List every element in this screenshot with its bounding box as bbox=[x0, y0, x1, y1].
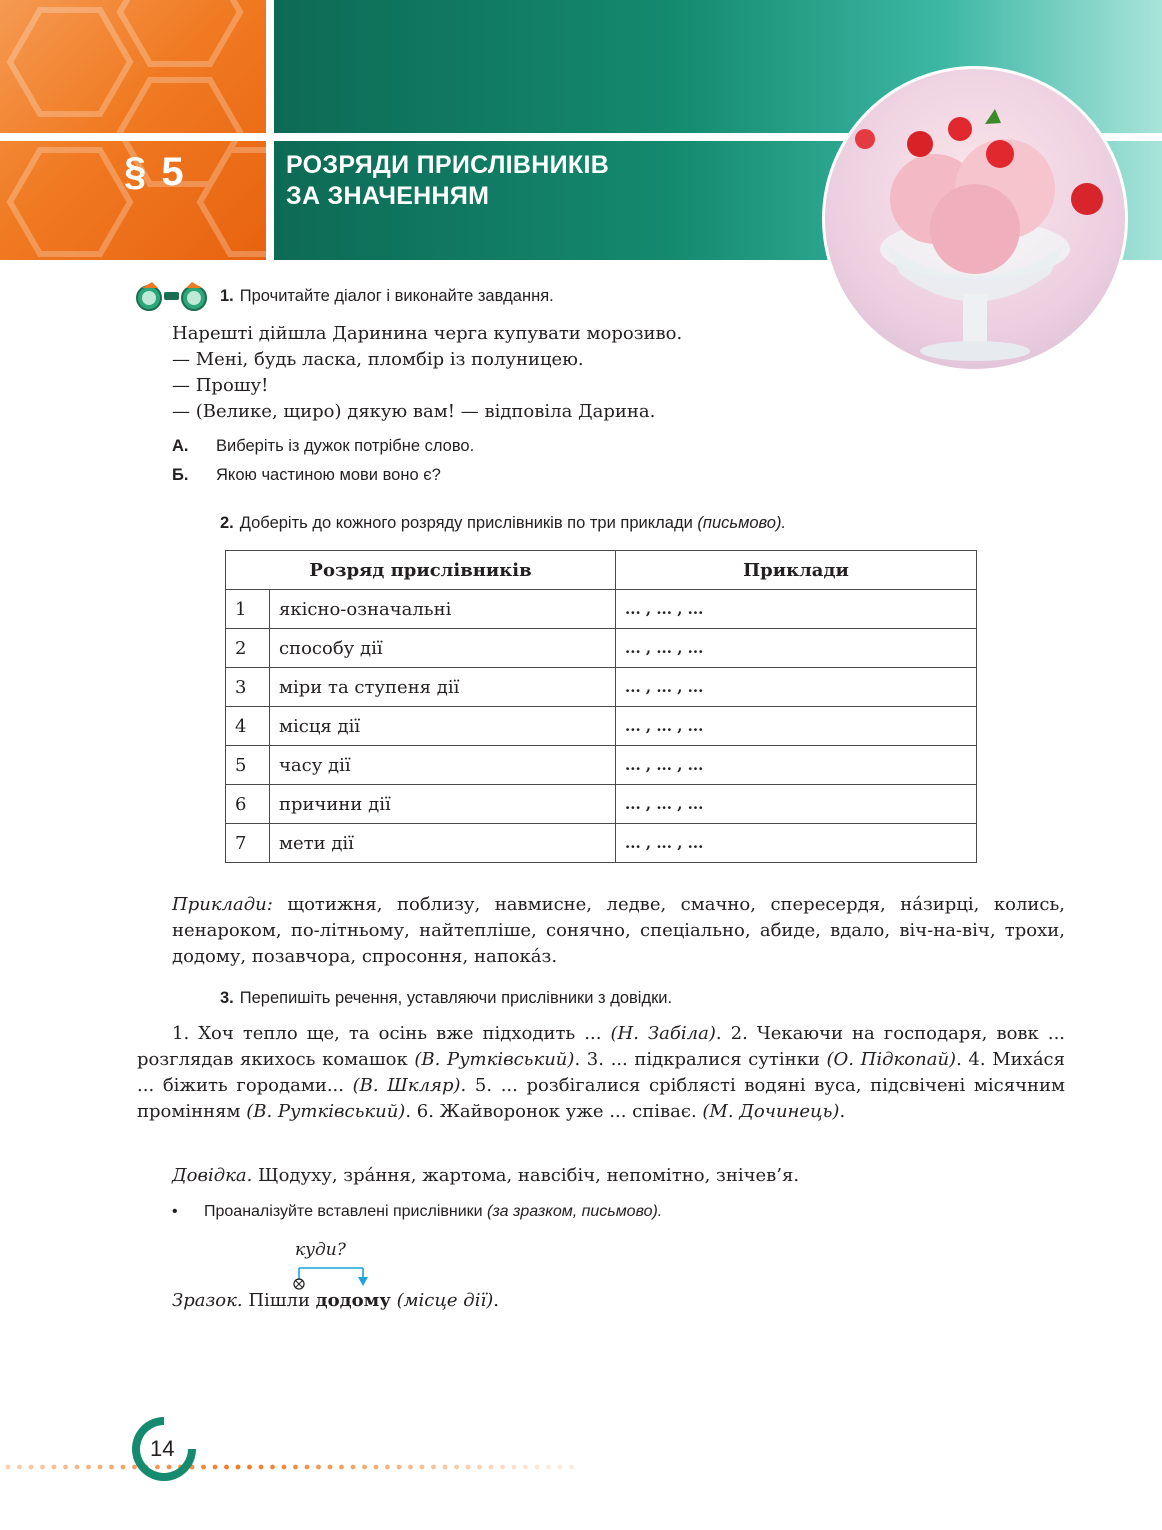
sentence-source: (В. Шкляр) bbox=[352, 1075, 461, 1096]
footer-dot bbox=[385, 1465, 390, 1470]
task3-bullet bbox=[172, 1203, 662, 1221]
dialog-line: — Мені, будь ласка, пломбір із полуницею. bbox=[172, 349, 584, 370]
footer-dot bbox=[109, 1465, 114, 1470]
sentence-text: . 2. Чекаючи на господаря, вовк ... розглядав якихось комашок bbox=[137, 1023, 1066, 1070]
option-text: Якою частиною мови воно є? bbox=[216, 466, 441, 484]
header-orange-panel bbox=[0, 0, 266, 260]
task1-heading bbox=[220, 287, 554, 306]
row-number: 4 bbox=[226, 707, 270, 746]
footer-dot bbox=[328, 1465, 333, 1470]
footer-dot bbox=[282, 1465, 287, 1470]
header-divider bbox=[266, 0, 274, 260]
footer-dot bbox=[247, 1465, 252, 1470]
sentence-end: . bbox=[839, 1101, 846, 1122]
footer-dot bbox=[408, 1465, 413, 1470]
table-row bbox=[226, 668, 977, 707]
task1-instruction: Прочитайте діалог і виконайте завдання. bbox=[239, 287, 554, 305]
hexagon-pattern bbox=[0, 0, 266, 260]
footer-dots bbox=[0, 1463, 600, 1471]
row-number: 2 bbox=[226, 629, 270, 668]
footer-dot bbox=[420, 1465, 425, 1470]
footer-dot bbox=[270, 1465, 275, 1470]
sentence-source: (В. Рутківський) bbox=[246, 1101, 406, 1122]
row-category: якісно-означальні bbox=[270, 590, 616, 629]
sentence-text: . 3. ... підкралися сутінки bbox=[574, 1049, 827, 1070]
table-row bbox=[226, 590, 977, 629]
row-examples: ... , ... , ... bbox=[616, 629, 977, 668]
footer-dot bbox=[29, 1465, 34, 1470]
table-row bbox=[226, 824, 977, 863]
footer-dot bbox=[374, 1465, 379, 1470]
option-label: Б. bbox=[172, 466, 189, 484]
footer-dot bbox=[17, 1465, 22, 1470]
table-row bbox=[226, 785, 977, 824]
bullet-note: (за зразком, письмово). bbox=[487, 1203, 663, 1220]
table-row bbox=[226, 707, 977, 746]
reference-text: Щодуху, зра́ння, жартома, навсібіч, непомітно, знічев’я. bbox=[252, 1165, 800, 1186]
footer-dot bbox=[500, 1465, 505, 1470]
task2-heading bbox=[220, 514, 786, 533]
footer-dot bbox=[86, 1465, 91, 1470]
section-title bbox=[286, 150, 609, 212]
page-number: 14 bbox=[150, 1436, 175, 1461]
footer-dot bbox=[546, 1465, 551, 1470]
task3-sentences-paragraph bbox=[137, 1021, 1065, 1125]
sentence-text: 1. Хоч тепло ще, та осінь вже підходить ... bbox=[172, 1023, 611, 1044]
row-category: міри та ступеня дії bbox=[270, 668, 616, 707]
sentence-text: . 5. ... розбігалися сріблясті водяні вуса, підсвічені місячним промінням bbox=[137, 1075, 1066, 1122]
sentence-text: . 4. Миха́ся ... біжить городами... bbox=[137, 1049, 1065, 1096]
footer-dot bbox=[431, 1465, 436, 1470]
sample-text: Пішли bbox=[242, 1290, 316, 1311]
row-category: часу дії bbox=[270, 746, 616, 785]
binoculars-icon bbox=[134, 280, 210, 312]
sample-end: . bbox=[493, 1290, 499, 1311]
table-header-category: Розряд прислівників bbox=[226, 551, 616, 590]
sample-question: куди? bbox=[295, 1240, 346, 1260]
footer-dot bbox=[443, 1465, 448, 1470]
examples-text: щотижня, поблизу, навмисне, ледве, смачно, спересердя, на́зирці, колись, ненароком, по-літньому, найтепліше, сонячно, спеціально, абиде, вдало, віч-на-віч, трохи, додому, позавчора, спросоння, напока́з. bbox=[172, 894, 1065, 967]
footer-dot bbox=[351, 1465, 356, 1470]
table-row bbox=[226, 629, 977, 668]
footer-dot bbox=[201, 1465, 206, 1470]
footer-dot bbox=[512, 1465, 517, 1470]
sentence-source: (О. Підкопай) bbox=[826, 1049, 957, 1070]
footer-dot bbox=[535, 1465, 540, 1470]
row-examples: ... , ... , ... bbox=[616, 824, 977, 863]
row-number: 6 bbox=[226, 785, 270, 824]
section-title-line1: РОЗРЯДИ ПРИСЛІВНИКІВ bbox=[286, 151, 610, 179]
row-examples: ... , ... , ... bbox=[616, 590, 977, 629]
dialog-line: Нарешті дійшла Даринина черга купувати морозиво. bbox=[172, 323, 683, 344]
sample-word: додому bbox=[315, 1290, 391, 1311]
footer-dot bbox=[63, 1465, 68, 1470]
sentence-source: (М. Дочинець) bbox=[702, 1101, 840, 1122]
bullet-dot: • bbox=[172, 1203, 178, 1220]
footer-dot bbox=[523, 1465, 528, 1470]
reference-label: Довідка. bbox=[172, 1165, 253, 1186]
footer-dot bbox=[397, 1465, 402, 1470]
task3-reference bbox=[172, 1163, 799, 1189]
footer-dot bbox=[305, 1465, 310, 1470]
footer-dot bbox=[489, 1465, 494, 1470]
footer-dot bbox=[316, 1465, 321, 1470]
task1-dialog bbox=[172, 321, 682, 425]
option-label: А. bbox=[172, 437, 189, 455]
table-row bbox=[226, 746, 977, 785]
adverb-categories-table bbox=[225, 550, 977, 863]
task2-examples-paragraph bbox=[172, 892, 1065, 970]
task2-number: 2. bbox=[220, 514, 234, 532]
row-number: 1 bbox=[226, 590, 270, 629]
dialog-line: — (Велике, щиро) дякую вам! — відповіла Дарина. bbox=[172, 401, 656, 422]
table-header-row bbox=[226, 551, 977, 590]
row-number: 3 bbox=[226, 668, 270, 707]
row-examples: ... , ... , ... bbox=[616, 668, 977, 707]
table-header-examples: Приклади bbox=[616, 551, 977, 590]
examples-label: Приклади: bbox=[172, 894, 273, 915]
sentence-source: (В. Рутківський) bbox=[414, 1049, 575, 1070]
footer-dot bbox=[75, 1465, 80, 1470]
row-examples: ... , ... , ... bbox=[616, 746, 977, 785]
sample-label: Зразок. bbox=[172, 1290, 243, 1311]
row-examples: ... , ... , ... bbox=[616, 785, 977, 824]
task2-instruction: Доберіть до кожного розряду прислівників по три приклади bbox=[239, 514, 693, 532]
task1-number: 1. bbox=[220, 287, 234, 305]
footer-dot bbox=[213, 1465, 218, 1470]
footer-dot bbox=[121, 1465, 126, 1470]
footer-dot bbox=[236, 1465, 241, 1470]
task2-instruction-note: (письмово). bbox=[697, 514, 787, 532]
task3-heading bbox=[220, 989, 672, 1008]
footer-dot bbox=[362, 1465, 367, 1470]
footer-dot bbox=[40, 1465, 45, 1470]
section-title-line2: ЗА ЗНАЧЕННЯМ bbox=[286, 182, 490, 210]
dialog-line: — Прошу! bbox=[172, 375, 269, 396]
option-text: Виберіть із дужок потрібне слово. bbox=[216, 437, 475, 455]
footer-dot bbox=[98, 1465, 103, 1470]
footer-dot bbox=[293, 1465, 298, 1470]
row-category: причини дії bbox=[270, 785, 616, 824]
sentence-text: . 6. Жайворонок уже ... співає. bbox=[405, 1101, 703, 1122]
task3-instruction: Перепишіть речення, уставляючи прислівники з довідки. bbox=[239, 989, 673, 1007]
footer-dot bbox=[477, 1465, 482, 1470]
footer-dot bbox=[466, 1465, 471, 1470]
footer-dot bbox=[224, 1465, 229, 1470]
footer-dot bbox=[558, 1465, 563, 1470]
footer-dot bbox=[569, 1465, 574, 1470]
footer-dot bbox=[6, 1465, 11, 1470]
row-category: мети дії bbox=[270, 824, 616, 863]
footer-dot bbox=[52, 1465, 57, 1470]
row-examples: ... , ... , ... bbox=[616, 707, 977, 746]
footer-dot bbox=[259, 1465, 264, 1470]
row-category: способу дії bbox=[270, 629, 616, 668]
bullet-text: Проаналізуйте вставлені прислівники bbox=[204, 1203, 483, 1220]
ice-cream-photo bbox=[822, 66, 1128, 372]
section-number: § 5 bbox=[124, 150, 186, 194]
row-number: 5 bbox=[226, 746, 270, 785]
row-category: місця дії bbox=[270, 707, 616, 746]
row-number: 7 bbox=[226, 824, 270, 863]
sample-line bbox=[172, 1288, 499, 1314]
sentence-source: (Н. Забіла) bbox=[610, 1023, 716, 1044]
sample-note: (місце дії) bbox=[390, 1290, 494, 1311]
footer-dot bbox=[339, 1465, 344, 1470]
footer-dot bbox=[454, 1465, 459, 1470]
ice-cream-illustration bbox=[825, 69, 1125, 369]
task3-number: 3. bbox=[220, 989, 234, 1007]
